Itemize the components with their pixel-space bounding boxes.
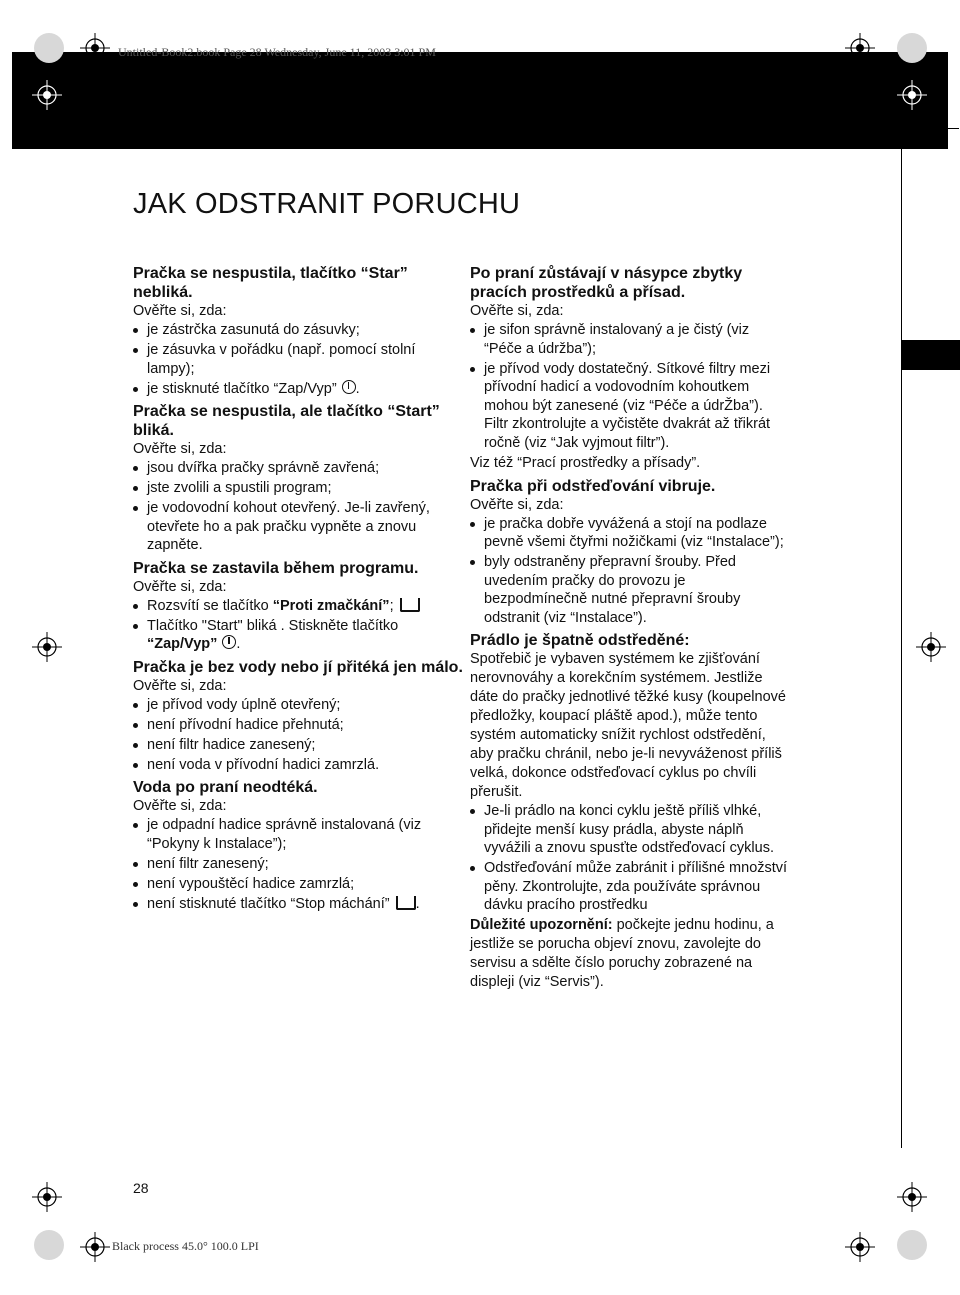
list-item: není přívodní hadice přehnutá;: [133, 716, 463, 735]
registration-mark-icon: [80, 1232, 110, 1262]
list-item: Odstřeďování může zabránit i přílišné množství pěny. Zkontrolujte, zda používáte správnou dávku pracího prostředku: [470, 859, 790, 915]
section-heading: Po praní zůstávají v násypce zbytky pracích prostředků a přísad.: [470, 265, 743, 301]
checklist: [470, 802, 790, 915]
registration-mark-icon: [897, 80, 927, 110]
registration-mark-icon: [897, 1182, 927, 1212]
section-heading: Pračka se zastavila během programu.: [133, 559, 419, 577]
page-title: JAK ODSTRANIT PORUCHU: [133, 188, 521, 220]
list-item: je sifon správně instalovaný a je čistý (viz “Péče a údržba”);: [470, 321, 790, 358]
check-intro: Ověřte si, zda:: [133, 798, 227, 814]
list-item: je stisknuté tlačítko “Zap/Vyp” .: [133, 380, 463, 399]
list-item: Rozsvítí se tlačítko “Proti zmačkání”;: [133, 597, 463, 616]
right-column: [470, 260, 790, 992]
list-item: je pračka dobře vyvážená a stojí na podlaze pevně všemi čtyřmi nožičkami (viz “Instalace”);: [470, 515, 790, 552]
section-heading: Pračka je bez vody nebo jí přitéká jen málo.: [133, 658, 463, 676]
section-heading: Pračka se nespustila, tlačítko “Star” nebliká.: [133, 265, 408, 301]
list-item: je zásuvka v pořádku (např. pomocí stolní lampy);: [133, 341, 463, 378]
important-note: Důležité upozornění: počkejte jednu hodinu, a jestliže se porucha objeví znovu, zavolejte do servisu a sdělte číslo poruchy zobrazené na displeji (viz “Servis”).: [470, 917, 774, 990]
section-heading: Pračka při odstřeďování vibruje.: [470, 477, 716, 495]
color-bar-mark: [897, 1230, 927, 1260]
registration-mark-icon: [32, 1182, 62, 1212]
registration-mark-icon: [845, 1232, 875, 1262]
list-item: není stisknuté tlačítko “Stop máchání” .: [133, 895, 463, 914]
check-intro: Ověřte si, zda:: [133, 677, 227, 694]
rinse-hold-icon: [396, 896, 416, 910]
see-also-note: Viz též “Prací prostředky a přísady”.: [470, 454, 701, 471]
color-bar-mark: [34, 1230, 64, 1260]
power-icon: [222, 635, 236, 649]
paragraph: Spotřebič je vybaven systémem ke zjišťování nerovnováhy a korekčním systémem. Jestliže dáte do pračky jednotlivé těžké kusy (koupelnové předložky, koupací pláště apod.), může tento systém automaticky snížit rychlost odstředění, aby pračku chránil, nebo je-li nevyváženost příliš velká, dokonce odstřeďovací cyklus po chvíli přerušit.: [470, 651, 786, 800]
section-heading: Voda po praní neodtéká.: [133, 779, 318, 796]
checklist: [470, 515, 790, 628]
check-intro: Ověřte si, zda:: [133, 303, 227, 319]
registration-mark-icon: [32, 80, 62, 110]
anti-crease-icon: [400, 598, 420, 612]
checklist: [133, 816, 463, 913]
check-intro: Ověřte si, zda:: [133, 578, 227, 595]
check-intro: Ověřte si, zda:: [470, 303, 564, 319]
print-slug-bottom: Black process 45.0° 100.0 LPI: [112, 1239, 259, 1253]
left-column: [133, 260, 463, 915]
checklist: [133, 696, 463, 775]
registration-mark-icon: [32, 632, 62, 662]
check-intro: Ověřte si, zda:: [133, 441, 227, 457]
list-item: není filtr zanesený;: [133, 855, 463, 874]
list-item: je zástrčka zasunutá do zásuvky;: [133, 321, 463, 340]
checklist: [133, 321, 463, 398]
checklist: [470, 321, 790, 452]
color-bar-mark: [34, 33, 64, 63]
section-heading: Pračka se nespustila, ale tlačítko “Start” bliká.: [133, 403, 440, 439]
list-item: byly odstraněny přepravní šrouby. Před uvedením pračky do provozu je bezpodmínečně nutné přepravní šrouby odstranit (viz “Instalace”).: [470, 553, 790, 627]
list-item: je vodovodní kohout otevřený. Je-li zavřený, otevřete ho a pak pračku vypněte a znovu zapněte.: [133, 499, 463, 555]
list-item: není filtr hadice zanesený;: [133, 736, 463, 755]
list-item: je přívod vody dostatečný. Sítkové filtry mezi přívodní hadicí a vodovodním kohoutkem mohou být zanesené (viz “Péče a údrŽba”). Filtr zkontrolujte a vyčistěte dvakrát až třikrát ročně (viz “Jak vyjmout filtr”).: [470, 360, 790, 453]
power-icon: [342, 380, 356, 394]
list-item: není voda v přívodní hadici zamrzlá.: [133, 756, 463, 775]
checklist: [133, 459, 463, 555]
list-item: není vypouštěcí hadice zamrzlá;: [133, 875, 463, 894]
section-heading: Prádlo je špatně odstředěné:: [470, 632, 690, 649]
registration-mark-icon: [845, 33, 875, 63]
checklist: [133, 597, 463, 654]
color-bar-mark: [897, 33, 927, 63]
print-slug-top: Untitled-Book2.book Page 28 Wednesday, June 11, 2003 3:01 PM: [118, 45, 436, 59]
list-item: jste zvolili a spustili program;: [133, 479, 463, 498]
list-item: jsou dvířka pračky správně zavřená;: [133, 459, 463, 478]
list-item: je odpadní hadice správně instalovaná (viz “Pokyny k Instalace”);: [133, 816, 463, 853]
list-item: Je-li prádlo na konci cyklu ještě příliš vlhké, přidejte menší kusy prádla, abyste náplň vyvážili a znovu spusťte odstřeďovací cyklus.: [470, 802, 790, 858]
check-intro: Ověřte si, zda:: [470, 496, 564, 513]
registration-mark-icon: [916, 632, 946, 662]
registration-mark-icon: [80, 33, 110, 63]
list-item: Tlačítko "Start" bliká . Stiskněte tlačítko “Zap/Vyp” .: [133, 617, 463, 654]
important-label: Důležité upozornění:: [470, 917, 613, 933]
page-number: 28: [133, 1180, 149, 1196]
header-bar: [12, 52, 948, 149]
list-item: je přívod vody úplně otevřený;: [133, 696, 463, 715]
side-tab-marker: [901, 340, 960, 370]
